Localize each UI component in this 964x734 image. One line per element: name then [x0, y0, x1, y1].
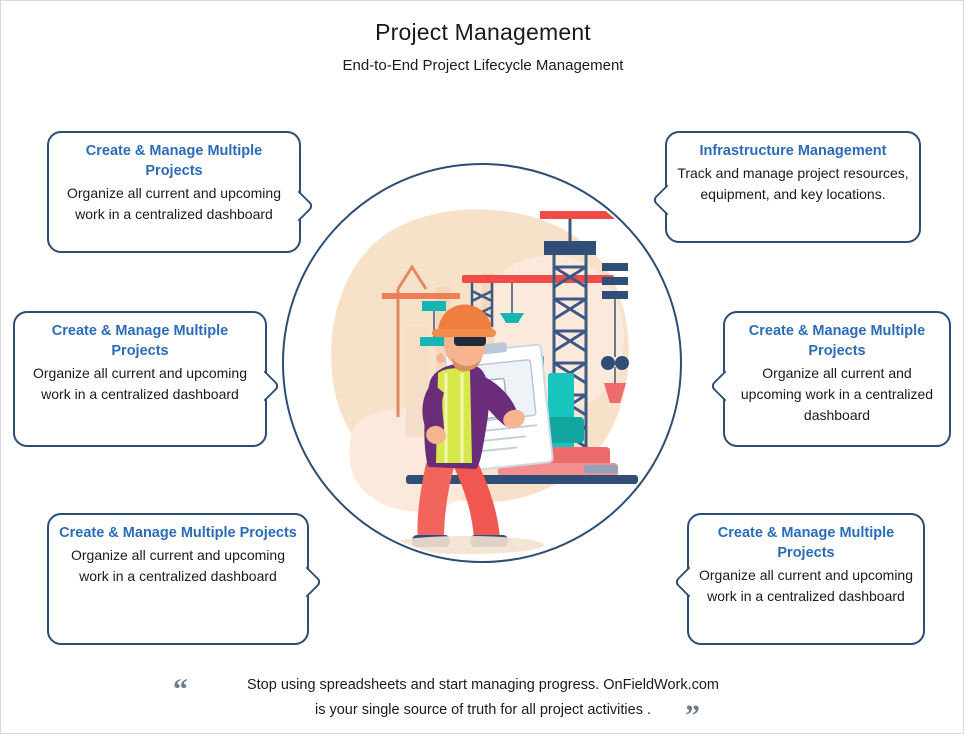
page-subtitle: End-to-End Project Lifecycle Management: [342, 57, 624, 74]
footer-quote: [151, 673, 815, 723]
callout-body: Organize all current and upcoming work in a centralized dashboard: [66, 185, 281, 222]
callout-body: Organize all current and upcoming work in a centralized dashboard: [70, 547, 285, 584]
construction-worker-blueprint-illustration: [286, 167, 678, 559]
callout-body: Organize all current and upcoming work in a centralized dashboard: [699, 567, 914, 604]
quote-open-icon: “: [173, 673, 188, 706]
callout-title: Create & Manage Multiple Projects: [717, 525, 895, 561]
callout-title: Create & Manage Multiple Projects: [59, 525, 297, 541]
callout-title: Create & Manage Multiple Projects: [51, 323, 229, 359]
callout-title: Create & Manage Multiple Projects: [748, 323, 926, 359]
footer-line-1: Stop using spreadsheets and start managing progress. OnFieldWork.com: [246, 677, 720, 693]
callout-card-bottom-left[interactable]: [47, 513, 309, 645]
footer-line-2: is your single source of truth for all project activities .: [314, 702, 652, 718]
quote-close-icon: ”: [685, 699, 700, 732]
callout-card-bottom-right[interactable]: [687, 513, 925, 645]
callout-card-middle-left[interactable]: [13, 311, 267, 447]
callout-body: Organize all current and upcoming work in a centralized dashboard: [740, 365, 934, 423]
callout-body: Track and manage project resources, equipment, and key locations.: [677, 165, 909, 202]
callout-title: Infrastructure Management: [699, 143, 887, 159]
page-title: Project Management: [375, 19, 591, 45]
callout-title: Create & Manage Multiple Projects: [85, 143, 263, 179]
callout-card-top-right[interactable]: [665, 131, 921, 243]
callout-card-middle-right[interactable]: [723, 311, 951, 447]
callout-body: Organize all current and upcoming work in a centralized dashboard: [32, 365, 247, 402]
callout-card-top-left[interactable]: [47, 131, 301, 253]
